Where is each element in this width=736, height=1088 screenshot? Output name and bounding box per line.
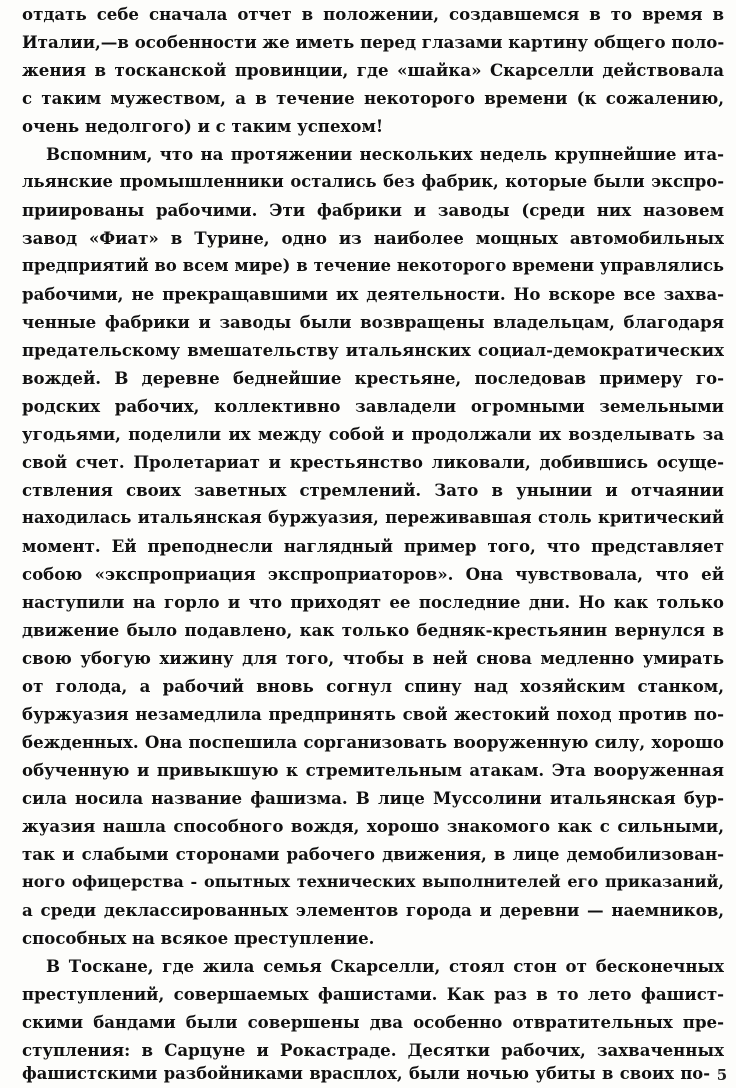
text-line: момент. Ей преподнесли наглядный пример того, что представляет: [22, 536, 724, 556]
text-line: преступлений, совершаемых фашистами. Как раз в то лето фашист-: [22, 984, 724, 1004]
text-line: родских рабочих, коллективно завладели огромными земельными: [22, 396, 724, 416]
text-line: с таким мужеством, а в течение некоторого времени (к сожалению,: [22, 88, 724, 108]
text-line: фашистскими разбойниками врасплох, были ночью убиты в своих по-: [22, 1064, 710, 1083]
text-line: а среди деклассированных элементов города и деревни — наемников,: [22, 900, 724, 920]
text-line: угодьями, поделили их между собой и продолжали их возделывать за: [22, 424, 724, 444]
text-line: отдать себе сначала отчет в положении, создавшемся в то время в: [22, 4, 724, 24]
text-line: приированы рабочими. Эти фабрики и заводы (среди них назовем: [22, 200, 724, 220]
text-line: ченные фабрики и заводы были возвращены владельцам, благодаря: [22, 312, 724, 332]
text-line: Италии,—в особенности же иметь перед глазами картину общего поло-: [22, 32, 724, 52]
text-line: вождей. В деревне беднейшие крестьяне, последовав примеру го-: [22, 368, 724, 388]
text-line: свою убогую хижину для того, чтобы в ней снова медленно умирать: [22, 648, 724, 668]
text-line: бежденных. Она поспешила сорганизовать вооруженную силу, хорошо: [22, 732, 724, 752]
text-line: собою «экспроприация экспроприаторов». Она чувствовала, что ей: [22, 564, 724, 584]
text-line: жения в тосканской провинции, где «шайка» Скарселли действовала: [22, 60, 724, 80]
text-line: так и слабыми сторонами рабочего движения, в лице демобилизован-: [22, 844, 724, 864]
text-line: наступили на горло и что приходят ее последние дни. Но как только: [22, 592, 724, 612]
text-line: завод «Фиат» в Турине, одно из наиболее мощных автомобильных: [22, 228, 724, 248]
text-line: от голода, а рабочий вновь согнул спину над хозяйским станком,: [22, 676, 724, 696]
text-line: предательскому вмешательству итальянских социал-демократических: [22, 340, 724, 360]
text-line: жуазия нашла способного вождя, хорошо знакомого как с сильными,: [22, 816, 724, 836]
text-line: В Тоскане, где жила семья Скарселли, стоял стон от бесконечных: [46, 956, 724, 976]
page-number: 5: [716, 1066, 728, 1084]
text-line: очень недолгого) и с таким успехом!: [22, 116, 384, 136]
text-line: находилась итальянская буржуазия, переживавшая столь критический: [22, 508, 724, 527]
text-line: ступления: в Сарцуне и Рокастраде. Десятки рабочих, захваченных: [22, 1040, 724, 1060]
text-line: Вспомним, что на протяжении нескольких недель крупнейшие ита-: [46, 144, 724, 164]
text-line: обученную и привыкшую к стремительным атакам. Эта вооруженная: [22, 760, 724, 780]
text-line: свой счет. Пролетариат и крестьянство ликовали, добившись осуще-: [22, 452, 724, 472]
text-line: льянские промышленники остались без фабрик, которые были экспро-: [22, 172, 724, 191]
text-line: буржуазия незамедлила предпринять свой жестокий поход против по-: [22, 704, 724, 724]
text-line: ствления своих заветных стремлений. Зато в унынии и отчаянии: [22, 480, 724, 500]
text-line: предприятий во всем мире) в течение некоторого времени управлялись: [22, 256, 724, 275]
text-line: ного офицерства - опытных технических выполнителей его приказаний,: [22, 872, 724, 891]
text-line: сила носила название фашизма. В лице Муссолини итальянская бур-: [22, 788, 724, 808]
text-line: движение было подавлено, как только бедняк-крестьянин вернулся в: [22, 620, 724, 640]
text-line: рабочими, не прекращавшими их деятельности. Но вскоре все захва-: [22, 284, 724, 304]
text-line: способных на всякое преступление.: [22, 928, 375, 948]
text-line: скими бандами были совершены два особенно отвратительных пре-: [22, 1012, 724, 1032]
